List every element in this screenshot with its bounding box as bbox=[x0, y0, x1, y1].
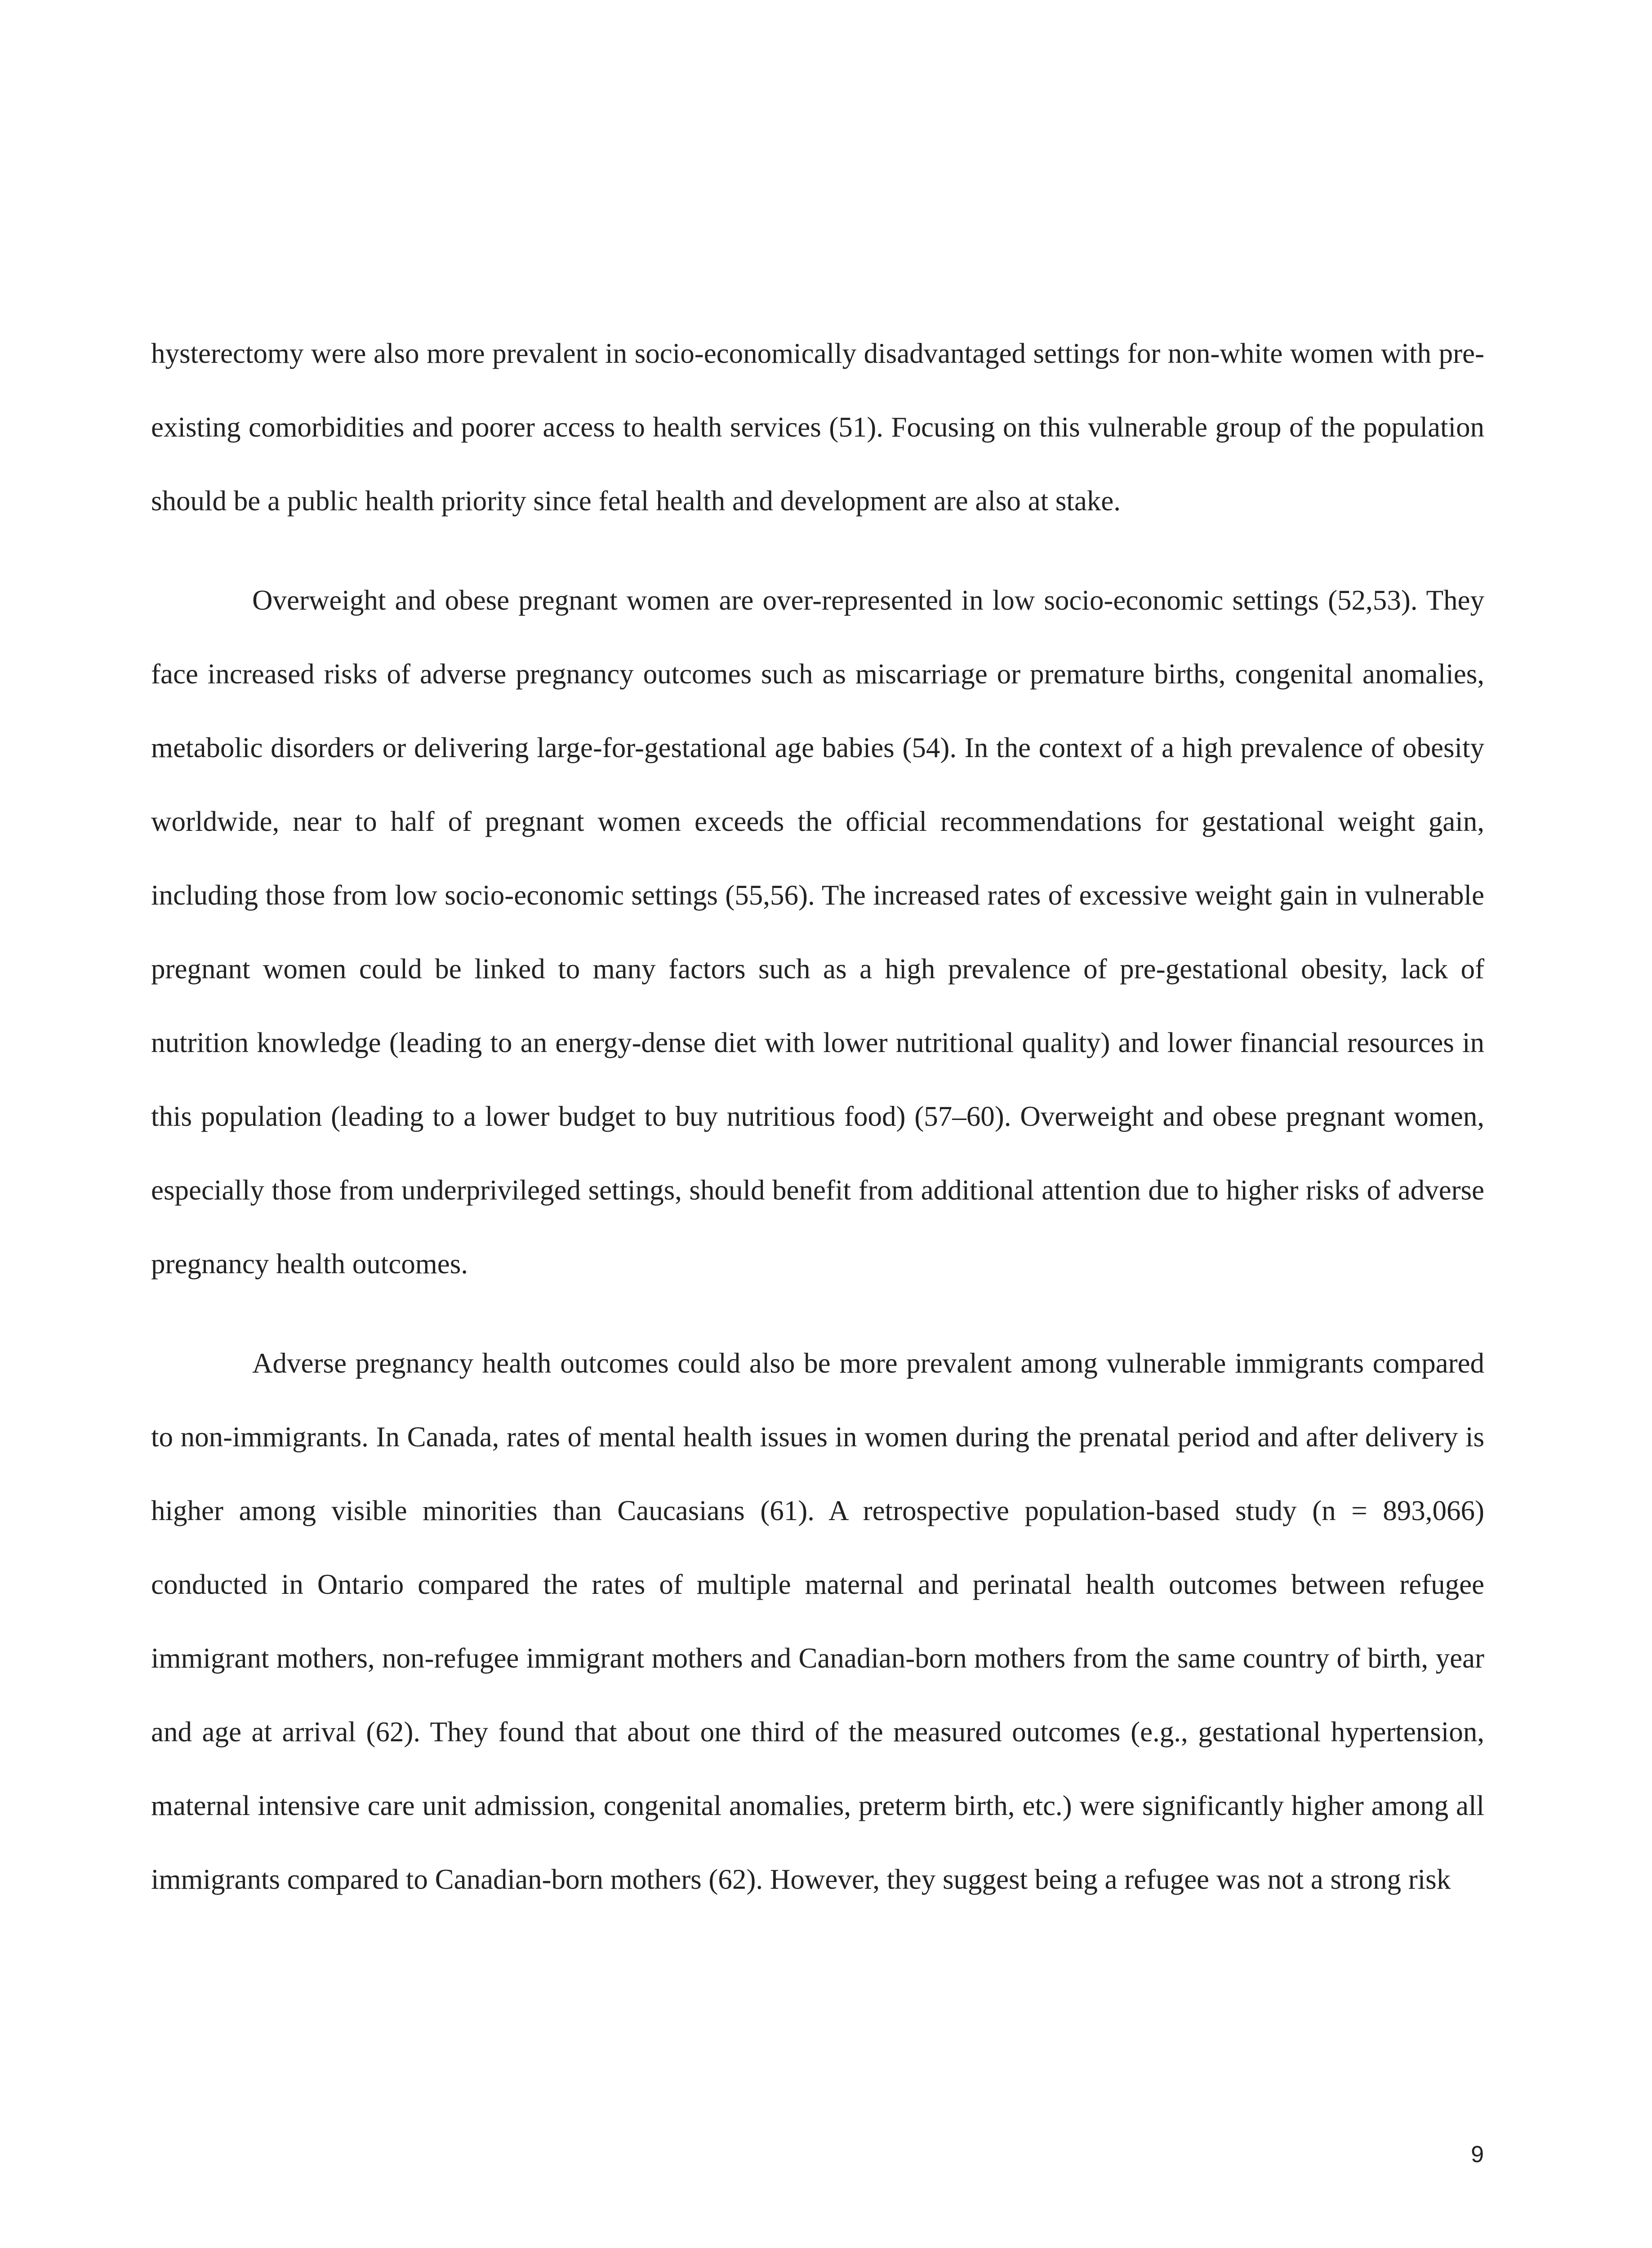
page-number: 9 bbox=[1471, 2141, 1484, 2168]
body-text bbox=[151, 317, 1484, 1916]
paragraph-2: Overweight and obese pregnant women are over-represented in low socio-economic settings (52,53). They face increased risks of adverse pregnancy outcomes such as miscarriage or premature births, congenital anomalies, metabolic disorders or delivering large-for-gestational age babies (54). In the context of a high prevalence of obesity worldwide, near to half of pregnant women exceeds the official recommendations for gestational weight gain, including those from low socio-economic settings (55,56). The increased rates of excessive weight gain in vulnerable pregnant women could be linked to many factors such as a high prevalence of pre-gestational obesity, lack of nutrition knowledge (leading to an energy-dense diet with lower nutritional quality) and lower financial resources in this population (leading to a lower budget to buy nutritious food) (57–60). Overweight and obese pregnant women, especially those from underprivileged settings, should benefit from additional attention due to higher risks of adverse pregnancy health outcomes. bbox=[151, 584, 1484, 1280]
paragraph-3: Adverse pregnancy health outcomes could also be more prevalent among vulnerable immigrants compared to non-immigrants. In Canada, rates of mental health issues in women during the prenatal period and after delivery is higher among visible minorities than Caucasians (61). A retrospective population-based study (n = 893,066) conducted in Ontario compared the rates of multiple maternal and perinatal health outcomes between refugee immigrant mothers, non-refugee immigrant mothers and Canadian-born mothers from the same country of birth, year and age at arrival (62). They found that about one third of the measured outcomes (e.g., gestational hypertension, maternal intensive care unit admission, congenital anomalies, preterm birth, etc.) were significantly higher among all immigrants compared to Canadian-born mothers (62). However, they suggest being a refugee was not a strong risk bbox=[151, 1347, 1484, 1895]
paragraph-1: hysterectomy were also more prevalent in socio-economically disadvantaged settings for non-white women with pre-existing comorbidities and poorer access to health services (51). Focusing on this vulnerable group of the population should be a public health priority since fetal health and development are also at stake. bbox=[151, 338, 1484, 517]
